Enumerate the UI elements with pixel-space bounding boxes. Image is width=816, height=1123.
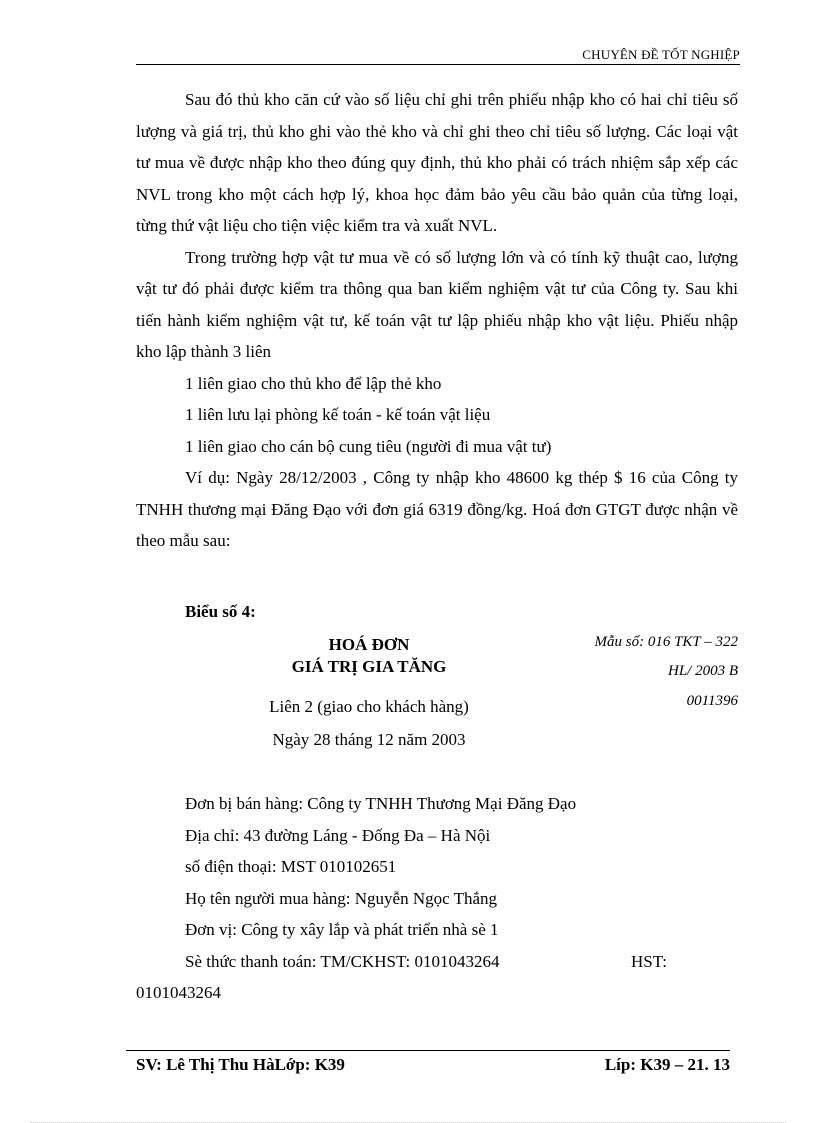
header-rule bbox=[136, 64, 740, 65]
hst-label: HST: bbox=[631, 951, 667, 971]
seller-unit: Đơn bị bán hàng: Công ty TNHH Thương Mại Đăng Đạo bbox=[185, 794, 577, 813]
form-number-line-1: Mẫu số: 016 TKT – 322 bbox=[594, 634, 738, 650]
invoice-title bbox=[246, 634, 492, 678]
paragraph-3: Ví dụ: Ngày 28/12/2003 , Công ty nhập kho 48600 kg thép $ 16 của Công ty TNHH thương mại Đăng Đạo với đơn giá 6319 đồng/kg. Hoá đơn GTGT được nhận về theo mẫu sau: bbox=[136, 468, 738, 550]
payment-method: Sè thức thanh toán: TM/CKHST: 0101043264 bbox=[185, 951, 500, 971]
buyer-name: Họ tên người mua hàng: Nguyễn Ngọc Thắng bbox=[185, 888, 498, 908]
hst-value: 0101043264 bbox=[136, 983, 221, 1002]
seller-phone: số điện thoại: MST 010102651 bbox=[185, 857, 397, 876]
form-number-line-2: HL/ 2003 B bbox=[667, 663, 738, 679]
payment-row bbox=[136, 946, 738, 978]
form-number-line-3: 0011396 bbox=[686, 693, 738, 709]
footer-student: SV: Lê Thị Thu HàLớp: K39 bbox=[136, 1055, 345, 1074]
invoice-date: Ngày 28 tháng 12 năm 2003 bbox=[272, 730, 466, 749]
list-item: 1 liên lưu lại phòng kế toán - kế toán vật liệu bbox=[185, 405, 491, 424]
invoice-title-line-1: HOÁ ĐƠN bbox=[328, 635, 410, 654]
seller-address: Địa chỉ: 43 đường Láng - Đống Đa – Hà Nội bbox=[185, 825, 491, 845]
invoice-title-line-2: GIÁ TRỊ GIA TĂNG bbox=[291, 657, 447, 676]
form-label: Biểu số 4: bbox=[185, 602, 256, 621]
body-text bbox=[136, 84, 738, 557]
paragraph-2: Trong trường hợp vật tư mua về có số lượng lớn và có tính kỹ thuật cao, lượng vật tư đó phải được kiểm tra thông qua ban kiểm nghiệm vật tư của Công ty. Sau khi tiến hành kiểm nghiệm vật tư, kế toán vật tư lập phiếu nhập kho vật liệu. Phiếu nhập kho lập thành 3 liên bbox=[136, 247, 738, 361]
buyer-unit: Đơn vị: Công ty xây lắp và phát triển nhà sè 1 bbox=[185, 920, 499, 939]
list-item: 1 liên giao cho thủ kho để lập thẻ kho bbox=[185, 373, 442, 393]
footer-class: Líp: K39 – 21. 13 bbox=[604, 1055, 730, 1074]
invoice-copy-label: Liên 2 (giao cho khách hàng) bbox=[269, 697, 469, 716]
seller-info bbox=[136, 788, 738, 1009]
footer-rule bbox=[126, 1050, 730, 1051]
list-item: 1 liên giao cho cán bộ cung tiêu (người đi mua vật tư) bbox=[185, 436, 552, 456]
paragraph-1: Sau đó thủ kho căn cứ vào số liệu chỉ ghi trên phiếu nhập kho có hai chỉ tiêu số lượng và giá trị, thủ kho ghi vào thẻ kho và chỉ ghi theo chỉ tiêu số lượng. Các loại vật tư mua về được nhập kho theo đúng quy định, thủ kho phải có trách nhiệm sắp xếp các NVL trong kho một cách hợp lý, khoa học đảm bảo yêu cầu bảo quản của từng loại, từng thứ vật liệu cho tiện việc kiểm tra và xuất NVL. bbox=[136, 90, 738, 235]
header-title: CHUYÊN ĐỀ TỐT NGHIỆP bbox=[582, 47, 740, 62]
